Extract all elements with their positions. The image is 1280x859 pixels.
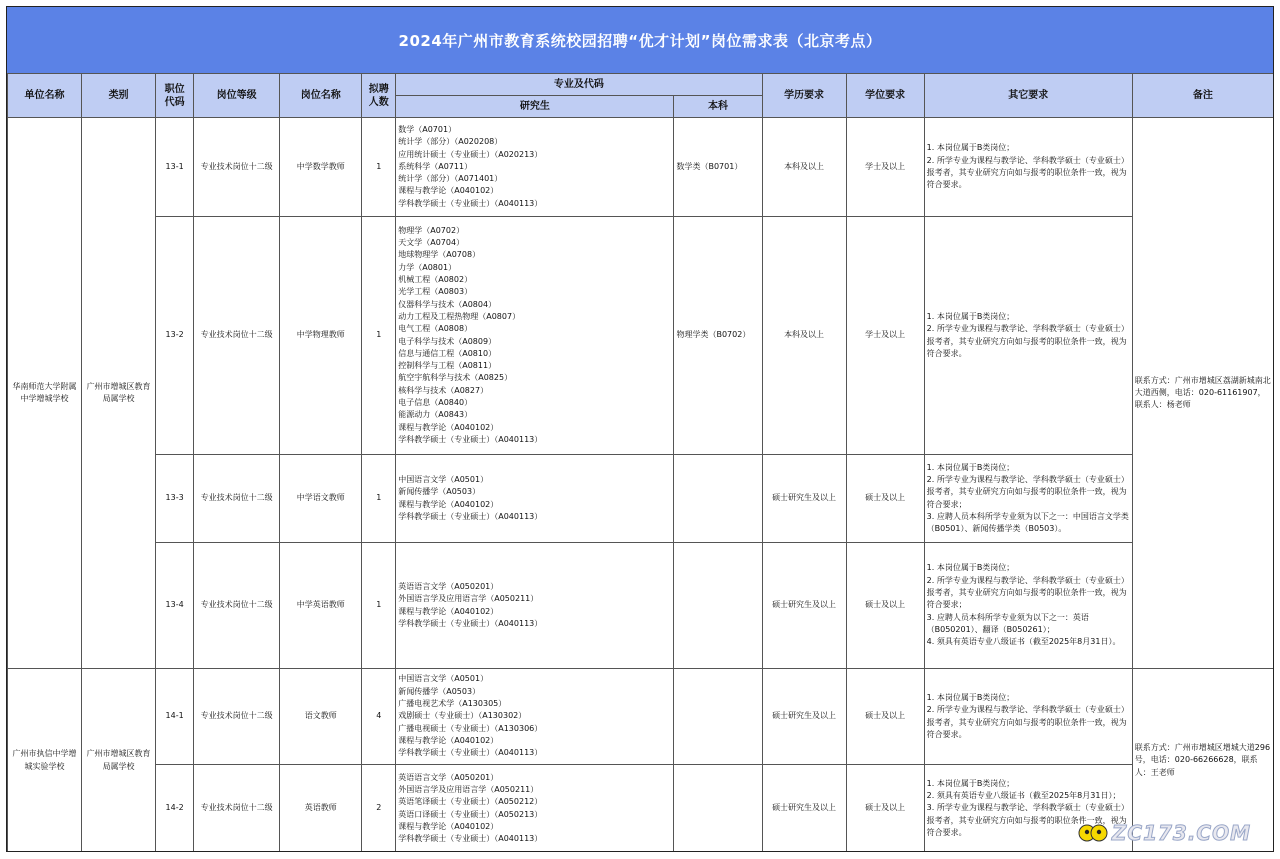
degree-cell: 硕士及以上 bbox=[846, 455, 924, 543]
header-unit: 单位名称 bbox=[8, 74, 82, 118]
other-requirements-cell: 1. 本岗位属于B类岗位； 2. 所学专业为课程与教学论、学科教学硕士（专业硕士）报考者，其专业研究方向如与报考的职位条件一致，视为符合要求； 3. 应聘人员本科所学专业须为以下之一：中国语言文学类（B0501）、新闻传播学类（B0503）。 bbox=[924, 455, 1132, 543]
degree-cell: 硕士及以上 bbox=[846, 543, 924, 669]
header-level: 岗位等级 bbox=[194, 74, 280, 118]
grad-major-cell: 英语语言文学（A050201） 外国语言学及应用语言学（A050211） 课程与教学论（A040102） 学科教学硕士（专业硕士）（A040113） bbox=[396, 543, 674, 669]
header-category: 类别 bbox=[82, 74, 156, 118]
table-row bbox=[8, 455, 1274, 543]
table-row bbox=[8, 118, 1274, 217]
undergrad-major-cell bbox=[674, 765, 762, 853]
level-cell: 专业技术岗位十二级 bbox=[194, 455, 280, 543]
level-cell: 专业技术岗位十二级 bbox=[194, 765, 280, 853]
position-cell: 中学英语教师 bbox=[280, 543, 362, 669]
code-cell: 14-1 bbox=[156, 669, 194, 765]
count-cell: 2 bbox=[362, 765, 396, 853]
code-cell: 13-3 bbox=[156, 455, 194, 543]
count-cell: 1 bbox=[362, 455, 396, 543]
undergrad-major-cell: 数学类（B0701） bbox=[674, 118, 762, 217]
header-degree: 学位要求 bbox=[846, 74, 924, 118]
position-cell: 中学数学教师 bbox=[280, 118, 362, 217]
header-major-group: 专业及代码 bbox=[396, 74, 762, 96]
degree-cell: 硕士及以上 bbox=[846, 765, 924, 853]
count-cell: 1 bbox=[362, 118, 396, 217]
education-cell: 硕士研究生及以上 bbox=[762, 669, 846, 765]
page-title: 2024年广州市教育系统校园招聘“优才计划”岗位需求表（北京考点） bbox=[7, 7, 1273, 73]
education-cell: 硕士研究生及以上 bbox=[762, 543, 846, 669]
count-cell: 1 bbox=[362, 217, 396, 455]
grad-major-cell: 中国语言文学（A0501） 新闻传播学（A0503） 广播电视艺术学（A130305） 戏剧硕士（专业硕士）（A130302） 广播电视硕士（专业硕士）（A130306） 课程与教学论（A040102） 学科教学硕士（专业硕士）（A040113） bbox=[396, 669, 674, 765]
degree-cell: 学士及以上 bbox=[846, 118, 924, 217]
table-row bbox=[8, 669, 1274, 765]
degree-cell: 硕士及以上 bbox=[846, 669, 924, 765]
header-undergrad: 本科 bbox=[674, 96, 762, 118]
job-requirements-table bbox=[7, 73, 1274, 852]
table-row bbox=[8, 217, 1274, 455]
other-requirements-cell: 1. 本岗位属于B类岗位； 2. 须具有英语专业八级证书（截至2025年8月31日）； 3. 所学专业为课程与教学论、学科教学硕士（专业硕士）报考者，其专业研究方向如与报考的职位条件一致，视为符合要求。 bbox=[924, 765, 1132, 853]
other-requirements-cell: 1. 本岗位属于B类岗位； 2. 所学专业为课程与教学论、学科教学硕士（专业硕士）报考者，其专业研究方向如与报考的职位条件一致，视为符合要求。 bbox=[924, 669, 1132, 765]
undergrad-major-cell bbox=[674, 543, 762, 669]
level-cell: 专业技术岗位十二级 bbox=[194, 217, 280, 455]
count-cell: 1 bbox=[362, 543, 396, 669]
header-other: 其它要求 bbox=[924, 74, 1132, 118]
level-cell: 专业技术岗位十二级 bbox=[194, 669, 280, 765]
position-cell: 中学语文教师 bbox=[280, 455, 362, 543]
undergrad-major-cell bbox=[674, 669, 762, 765]
grad-major-cell: 中国语言文学（A0501） 新闻传播学（A0503） 课程与教学论（A040102） 学科教学硕士（专业硕士）（A040113） bbox=[396, 455, 674, 543]
education-cell: 本科及以上 bbox=[762, 118, 846, 217]
header-grad: 研究生 bbox=[396, 96, 674, 118]
table-row bbox=[8, 543, 1274, 669]
level-cell: 专业技术岗位十二级 bbox=[194, 543, 280, 669]
header-education: 学历要求 bbox=[762, 74, 846, 118]
remark-cell: 联系方式：广州市增城区荔湖新城南北大道西侧，电话：020-61161907，联系人：杨老师 bbox=[1132, 118, 1273, 669]
other-requirements-cell: 1. 本岗位属于B类岗位； 2. 所学专业为课程与教学论、学科教学硕士（专业硕士）报考者，其专业研究方向如与报考的职位条件一致，视为符合要求。 bbox=[924, 118, 1132, 217]
remark-cell: 联系方式：广州市增城区增城大道296号，电话：020-66266628，联系人：王老师 bbox=[1132, 669, 1273, 853]
position-cell: 英语教师 bbox=[280, 765, 362, 853]
header-count: 拟聘 人数 bbox=[362, 74, 396, 118]
category-cell: 广州市增城区教育局属学校 bbox=[82, 669, 156, 853]
document-frame bbox=[6, 6, 1274, 852]
unit-name-cell: 广州市执信中学增城实验学校 bbox=[8, 669, 82, 853]
other-requirements-cell: 1. 本岗位属于B类岗位； 2. 所学专业为课程与教学论、学科教学硕士（专业硕士）报考者，其专业研究方向如与报考的职位条件一致，视为符合要求； 3. 应聘人员本科所学专业须为以下之一：英语（B050201）、翻译（B050261）； 4. 须具有英语专业八级证书（截至2025年8月31日）。 bbox=[924, 543, 1132, 669]
education-cell: 本科及以上 bbox=[762, 217, 846, 455]
position-cell: 语文教师 bbox=[280, 669, 362, 765]
level-cell: 专业技术岗位十二级 bbox=[194, 118, 280, 217]
count-cell: 4 bbox=[362, 669, 396, 765]
grad-major-cell: 数学（A0701） 统计学（部分）（A020208） 应用统计硕士（专业硕士）（A020213） 系统科学（A0711） 统计学（部分）（A071401） 课程与教学论（A040102） 学科教学硕士（专业硕士）（A040113） bbox=[396, 118, 674, 217]
grad-major-cell: 英语语言文学（A050201） 外国语言学及应用语言学（A050211） 英语笔译硕士（专业硕士）（A050212） 英语口译硕士（专业硕士）（A050213） 课程与教学论（A040102） 学科教学硕士（专业硕士）（A040113） bbox=[396, 765, 674, 853]
code-cell: 13-4 bbox=[156, 543, 194, 669]
header-code: 职位 代码 bbox=[156, 74, 194, 118]
header-position: 岗位名称 bbox=[280, 74, 362, 118]
education-cell: 硕士研究生及以上 bbox=[762, 455, 846, 543]
undergrad-major-cell bbox=[674, 455, 762, 543]
category-cell: 广州市增城区教育局属学校 bbox=[82, 118, 156, 669]
position-cell: 中学物理教师 bbox=[280, 217, 362, 455]
other-requirements-cell: 1. 本岗位属于B类岗位； 2. 所学专业为课程与教学论、学科教学硕士（专业硕士）报考者，其专业研究方向如与报考的职位条件一致，视为符合要求。 bbox=[924, 217, 1132, 455]
header-remark: 备注 bbox=[1132, 74, 1273, 118]
code-cell: 13-2 bbox=[156, 217, 194, 455]
grad-major-cell: 物理学（A0702） 天文学（A0704） 地球物理学（A0708） 力学（A0801） 机械工程（A0802） 光学工程（A0803） 仪器科学与技术（A0804） 动力工程及工程热物理（A0807） 电气工程（A0808） 电子科学与技术（A0809） 信息与通信工程（A0810） 控制科学与工程（A0811） 航空宇航科学与技术（A0825） 核科学与技术（A0827） 电子信息（A0840） 能源动力（A0843） 课程与教学论（A040102） 学科教学硕士（专业硕士）（A040113） bbox=[396, 217, 674, 455]
smiley-mascot-icon bbox=[1078, 822, 1108, 844]
unit-name-cell: 华南师范大学附属中学增城学校 bbox=[8, 118, 82, 669]
code-cell: 14-2 bbox=[156, 765, 194, 853]
watermark bbox=[1078, 821, 1251, 845]
watermark-text: ZC173.COM bbox=[1111, 821, 1251, 845]
code-cell: 13-1 bbox=[156, 118, 194, 217]
undergrad-major-cell: 物理学类（B0702） bbox=[674, 217, 762, 455]
education-cell: 硕士研究生及以上 bbox=[762, 765, 846, 853]
degree-cell: 学士及以上 bbox=[846, 217, 924, 455]
